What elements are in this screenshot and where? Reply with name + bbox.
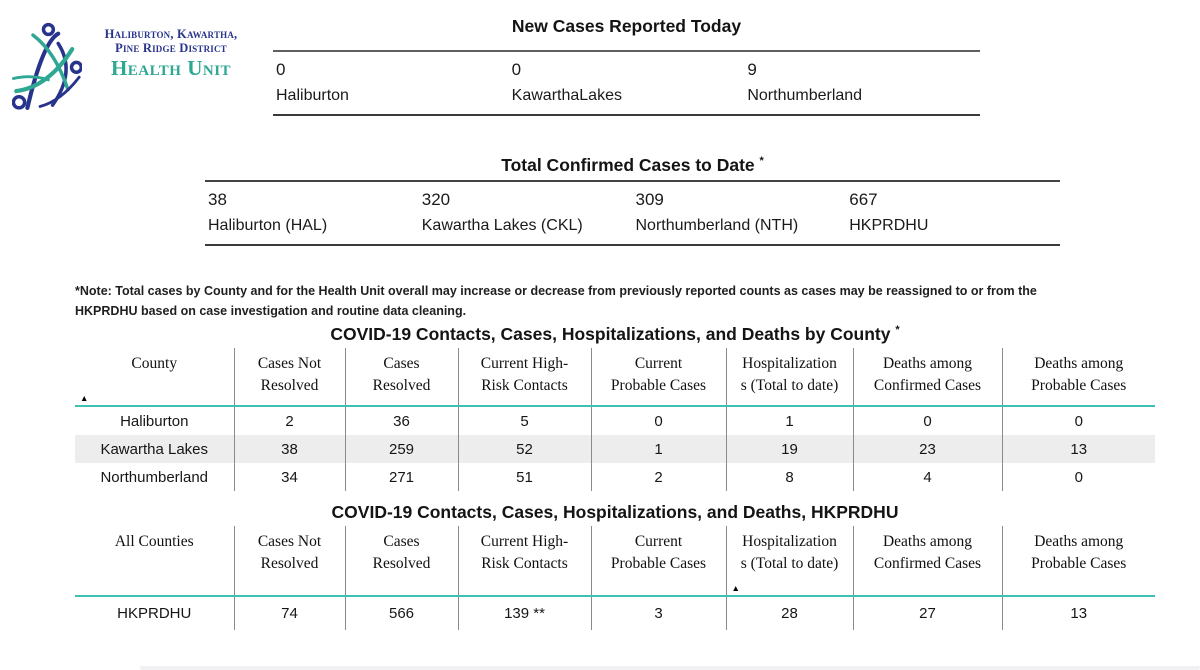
health-unit-logo-icon [12, 22, 82, 114]
cell[interactable]: 2 [234, 406, 345, 435]
column-header-label: Deaths among [1034, 355, 1124, 372]
logo-org-line1: Haliburton, Kawartha, [104, 27, 238, 41]
card-value: 320 [421, 190, 451, 209]
divider [273, 114, 980, 116]
cell[interactable]: 566 [345, 596, 458, 630]
cell[interactable]: 51 [458, 463, 591, 491]
table-row-kawartha-lakes[interactable] [75, 435, 1155, 463]
card-value: 0 [276, 60, 286, 79]
cell[interactable]: 271 [345, 463, 458, 491]
column-header-label: Hospitalization [742, 355, 837, 372]
cell[interactable]: 74 [234, 596, 345, 630]
column-header-label: Current High- [480, 355, 569, 372]
card-label: HKPRDHU [849, 217, 929, 234]
column-header-label: Confirmed Cases [873, 377, 982, 394]
column-header-current-high-risk-contacts[interactable] [458, 348, 591, 406]
next-section-edge [140, 666, 1200, 670]
total-cases-card-section [205, 155, 1060, 246]
column-header-label: County [131, 355, 178, 372]
cell[interactable]: 1 [591, 435, 726, 463]
card-label: Northumberland (NTH) [635, 217, 799, 234]
table-row-hkprdhu[interactable] [75, 596, 1155, 630]
divider [273, 50, 980, 52]
sort-ascending-icon[interactable]: ▲ [80, 392, 89, 403]
cell[interactable]: 4 [853, 463, 1002, 491]
column-header-label: Resolved [372, 377, 431, 394]
column-header-label: Cases Not [257, 355, 322, 372]
column-header-label: s (Total to date) [740, 555, 839, 572]
cell[interactable]: 52 [458, 435, 591, 463]
column-header-label: Risk Contacts [481, 377, 568, 394]
card-label: KawarthaLakes [511, 87, 622, 104]
column-header-label: Resolved [260, 555, 319, 572]
cell[interactable]: 8 [726, 463, 853, 491]
column-header-cases-not-resolved[interactable] [234, 526, 345, 596]
column-header-label: Probable Cases [1031, 377, 1127, 394]
column-header-label: Cases Not [257, 533, 322, 550]
row-label[interactable]: Haliburton [75, 406, 234, 435]
total-cases-title [205, 155, 1060, 176]
cell[interactable]: 139 ** [458, 596, 591, 630]
card-label: Haliburton (HAL) [208, 217, 328, 234]
column-header-current-probable-cases[interactable] [591, 348, 726, 406]
health-unit-logo [10, 16, 260, 116]
column-header-cases-resolved[interactable] [345, 348, 458, 406]
column-header-deaths-probable[interactable] [1002, 348, 1155, 406]
card-value: 9 [747, 60, 757, 79]
column-header-label: Risk Contacts [481, 555, 568, 572]
total-cases-card-hkprdhu[interactable] [846, 190, 1060, 235]
table-row-northumberland[interactable] [75, 463, 1155, 491]
column-header-hospitalizations[interactable] [726, 348, 853, 406]
column-header-label: Confirmed Cases [873, 555, 982, 572]
column-header-hospitalizations[interactable] [726, 526, 853, 596]
hkprdhu-table [75, 526, 1155, 630]
sort-ascending-icon[interactable]: ▲ [731, 582, 740, 593]
column-header-all-counties[interactable] [75, 526, 234, 596]
card-label: Northumberland [747, 87, 863, 104]
column-header-label: Deaths among [882, 533, 973, 550]
cell[interactable]: 38 [234, 435, 345, 463]
column-header-label: Deaths among [1034, 533, 1124, 550]
table-row-haliburton[interactable] [75, 406, 1155, 435]
logo-org-line3: Health Unit [110, 55, 232, 80]
cell[interactable]: 0 [853, 406, 1002, 435]
divider [205, 244, 1060, 246]
divider [205, 180, 1060, 182]
column-header-label: Cases [383, 355, 420, 372]
column-header-deaths-confirmed[interactable] [853, 526, 1002, 596]
cell[interactable]: 19 [726, 435, 853, 463]
column-header-cases-not-resolved[interactable] [234, 348, 345, 406]
card-value: 38 [208, 190, 227, 209]
cell[interactable]: 3 [591, 596, 726, 630]
column-header-label: Cases [383, 533, 420, 550]
county-table-title [75, 324, 1155, 345]
total-cases-card-northumberland[interactable] [633, 190, 847, 235]
cell[interactable]: 0 [1074, 468, 1083, 486]
total-cases-card-haliburton[interactable] [205, 190, 419, 235]
row-label[interactable]: HKPRDHU [75, 596, 234, 630]
column-header-label: s (Total to date) [740, 377, 839, 394]
total-cases-title-text: Total Confirmed Cases to Date [501, 155, 755, 175]
cell[interactable]: 0 [591, 406, 726, 435]
column-header-current-high-risk-contacts[interactable] [458, 526, 591, 596]
column-header-label: Probable Cases [610, 377, 707, 394]
county-table [75, 348, 1155, 491]
logo-org-line2: Pine Ridge District [115, 40, 227, 55]
new-cases-card-section [273, 16, 980, 116]
row-label[interactable]: Kawartha Lakes [75, 435, 234, 463]
cell[interactable]: 0 [1074, 412, 1083, 430]
column-header-label: Current [634, 355, 683, 372]
column-header-label: Probable Cases [1031, 555, 1127, 572]
row-label[interactable]: Northumberland [75, 463, 234, 491]
column-header-label: Deaths among [882, 355, 973, 372]
total-cases-card-kawartha-lakes[interactable] [419, 190, 633, 235]
county-table-header-row [75, 348, 1155, 406]
new-cases-card-northumberland[interactable] [744, 60, 980, 105]
column-header-label: Hospitalization [742, 533, 837, 550]
hkprdhu-table-header-row [75, 526, 1155, 596]
reassignment-note: *Note: Total cases by County and for the Health Unit overall may increase or decrease from previously reported counts as cases may be reassigned to or from the HKPRDHU based on case investigation and routine data cleaning. [75, 284, 1037, 318]
cell[interactable]: 1 [726, 406, 853, 435]
cell[interactable]: 27 [853, 596, 1002, 630]
cell[interactable]: 2 [591, 463, 726, 491]
column-header-deaths-probable[interactable] [1002, 526, 1155, 596]
column-header-label: Current High- [480, 533, 569, 550]
card-value: 667 [849, 190, 878, 209]
column-header-label: Resolved [372, 555, 431, 572]
new-cases-card-kawarthalakes[interactable] [509, 60, 745, 105]
cell[interactable]: 5 [458, 406, 591, 435]
card-value: 0 [511, 60, 522, 79]
card-label: Kawartha Lakes (CKL) [421, 217, 583, 234]
cell[interactable]: 28 [726, 596, 853, 630]
column-header-label: Current [634, 533, 683, 550]
new-cases-title: New Cases Reported Today [511, 16, 742, 36]
column-header-county[interactable] [75, 348, 234, 406]
cell[interactable]: 34 [234, 463, 345, 491]
column-header-label: All Counties [114, 533, 194, 550]
column-header-cases-resolved[interactable] [345, 526, 458, 596]
card-value: 309 [635, 190, 664, 209]
total-cases-asterisk: * [759, 155, 764, 168]
county-table-title-text: COVID-19 Contacts, Cases, Hospitalizations, and Deaths by County [330, 324, 891, 344]
column-header-current-probable-cases[interactable] [591, 526, 726, 596]
cell[interactable]: 36 [345, 406, 458, 435]
county-table-asterisk: * [895, 324, 900, 337]
cell[interactable]: 13 [1002, 435, 1155, 463]
cell[interactable]: 23 [853, 435, 1002, 463]
column-header-label: Probable Cases [610, 555, 707, 572]
hkprdhu-table-title: COVID-19 Contacts, Cases, Hospitalizations, and Deaths, HKPRDHU [331, 502, 899, 522]
cell[interactable]: 13 [1070, 605, 1088, 622]
new-cases-card-haliburton[interactable] [273, 60, 509, 105]
column-header-label: Resolved [260, 377, 319, 394]
cell[interactable]: 259 [345, 435, 458, 463]
card-label: Haliburton [276, 87, 349, 104]
column-header-deaths-confirmed[interactable] [853, 348, 1002, 406]
